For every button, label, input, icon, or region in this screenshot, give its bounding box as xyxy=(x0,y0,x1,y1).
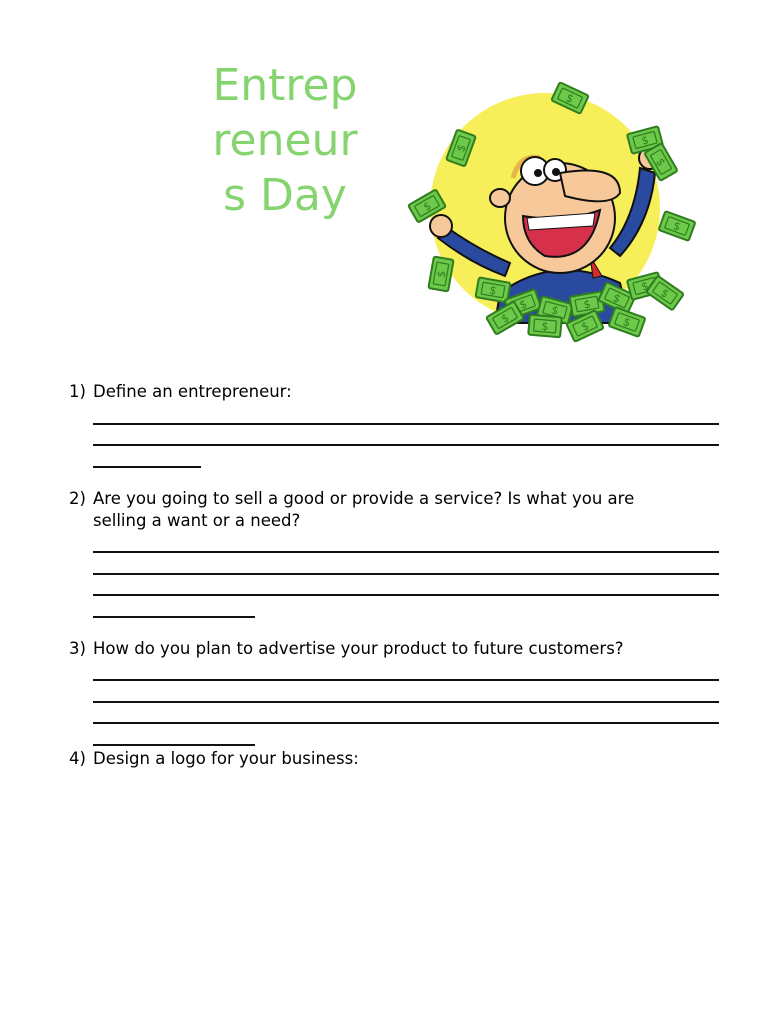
answer-lines[interactable] xyxy=(93,660,719,746)
question-text: Are you going to sell a good or provide a service? Is what you are selling a want or a need? xyxy=(93,488,635,530)
question-number: 1) xyxy=(69,382,86,401)
question-3 xyxy=(69,638,719,746)
page-title xyxy=(200,58,370,223)
title-line-2: reneur xyxy=(212,115,358,166)
title-line-3: s Day xyxy=(223,170,347,221)
answer-lines[interactable] xyxy=(93,403,719,468)
question-2 xyxy=(69,488,719,618)
question-text: Design a logo for your business: xyxy=(93,748,359,768)
answer-lines[interactable] xyxy=(93,532,719,618)
logo-drawing-area[interactable] xyxy=(93,770,719,990)
question-number: 4) xyxy=(69,748,86,768)
question-list xyxy=(69,381,719,990)
question-number: 2) xyxy=(69,488,86,508)
businessman-with-money-illustration: $ xyxy=(405,78,710,343)
title-line-1: Entrep xyxy=(212,60,358,111)
question-text: How do you plan to advertise your product to future customers? xyxy=(93,638,624,658)
question-1 xyxy=(69,381,719,468)
question-number: 3) xyxy=(69,638,86,658)
question-text: Define an entrepreneur: xyxy=(93,382,292,401)
question-4 xyxy=(69,748,719,990)
